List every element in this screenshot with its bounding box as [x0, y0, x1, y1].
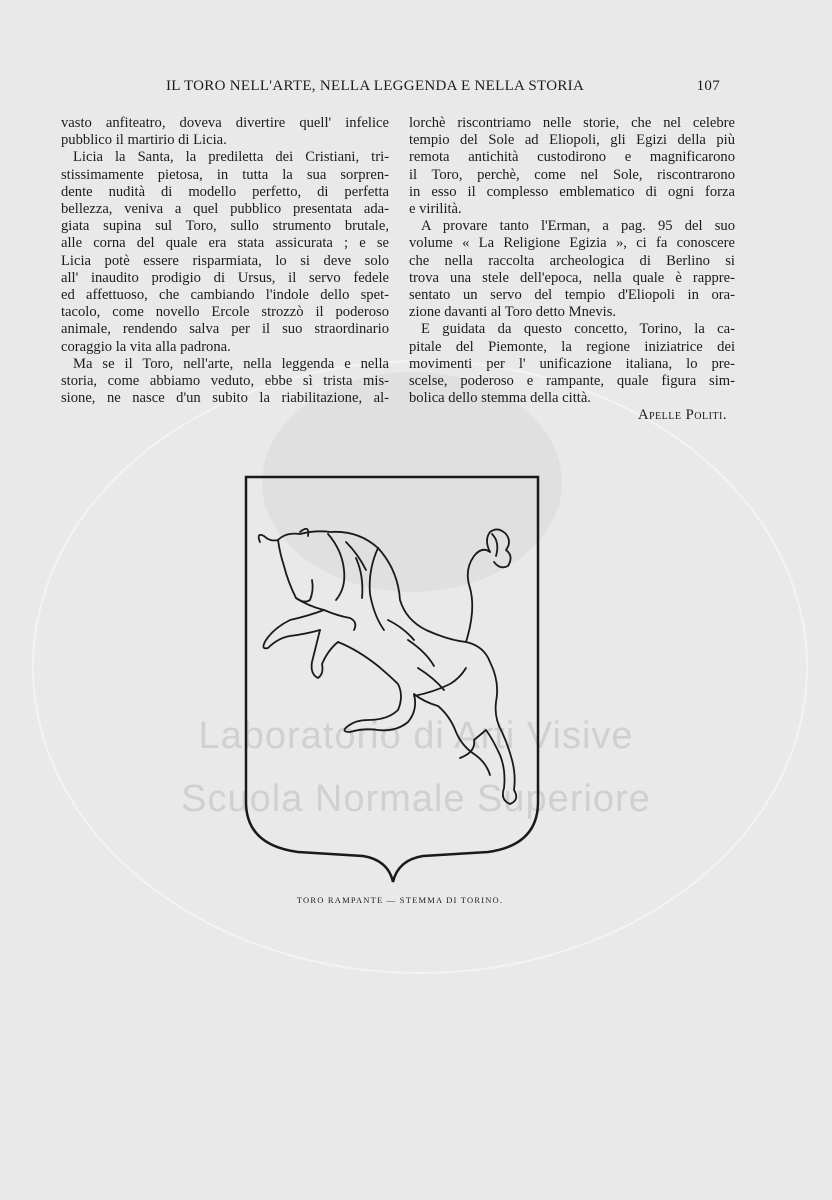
page-number: 107	[696, 78, 720, 94]
text-line: il Toro, perchè, come nel Sole, riscontrarono	[409, 166, 735, 183]
coat-of-arms-illustration	[238, 470, 548, 890]
text-line: pubblico il martirio di Licia.	[61, 132, 227, 149]
text-line: all' inaudito prodigio di Ursus, il servo fedele	[61, 269, 389, 286]
text-line: scelse, poderoso e rampante, quale figura sim-	[409, 373, 735, 390]
coat-of-arms-figure	[238, 470, 548, 890]
text-line: coraggio la vita alla padrona.	[61, 338, 231, 355]
text-column-right	[409, 115, 735, 425]
text-line: bellezza, veniva a quel pubblico presentata ada-	[61, 201, 389, 218]
text-line: Licia la Santa, la prediletta dei Cristiani, tri-	[73, 149, 389, 166]
text-line: lorchè riscontriamo nelle storie, che nel celebre	[409, 115, 735, 131]
watermark-line-2: Scuola Normale Superiore	[181, 778, 651, 820]
text-line: animale, rendendo salva per il suo straordinario	[61, 321, 389, 338]
text-line: e virilità.	[409, 201, 462, 218]
text-line: vasto anfiteatro, doveva divertire quell' infelice	[61, 115, 389, 131]
text-line: trova una stele dell'epoca, nella quale è rappre-	[409, 269, 735, 286]
text-line: movimenti per l' unificazione italiana, lo pre-	[409, 355, 735, 372]
watermark-line-1: Laboratorio di Arti Visive	[198, 715, 634, 757]
text-line: Ma se il Toro, nell'arte, nella leggenda e nella	[73, 355, 389, 372]
text-line: sentato un servo del tempio d'Eliopoli in ora-	[409, 287, 735, 304]
text-line: E guidata da questo concetto, Torino, la ca-	[421, 321, 735, 338]
text-line: pitale del Piemonte, la regione iniziatrice dei	[409, 338, 735, 355]
text-line: volume « La Religione Egizia », ci fa conoscere	[409, 235, 735, 252]
text-column-left	[61, 115, 389, 407]
text-line: che nella raccolta archeologica di Berlino si	[409, 252, 735, 269]
text-line: alle corna del quale era stata assicurata ; e se	[61, 235, 389, 252]
author-signature: Apelle Politi.	[637, 407, 727, 424]
text-line: giata supina sul Toro, sullo strumento brutale,	[61, 218, 389, 235]
text-line: tempio del Sole ad Eliopoli, gli Egizi della più	[409, 132, 735, 149]
text-line: remota antichità custodirono e magnificarono	[409, 149, 735, 166]
text-line: in esso il complesso emblematico di ogni forza	[409, 183, 735, 200]
figure-caption: TORO RAMPANTE — STEMMA DI TORINO.	[296, 895, 504, 905]
text-line: dente nudità di modello perfetto, di perfetta	[61, 183, 389, 200]
text-line: A provare tanto l'Erman, a pag. 95 del suo	[421, 218, 735, 235]
text-line: tacolo, come novello Ercole strozzò il poderoso	[61, 304, 389, 321]
text-line: stissimamente pietosa, in tutta la sua sorpren-	[61, 166, 389, 183]
running-header	[60, 78, 724, 100]
running-title: IL TORO NELL'ARTE, NELLA LEGGENDA E NELLA STORIA	[166, 78, 585, 94]
text-line: zione davanti al Toro detto Mnevis.	[409, 304, 617, 321]
rampant-bull-icon	[259, 529, 517, 804]
text-line: Licia potè essere risparmiata, lo si deve solo	[61, 252, 389, 269]
text-line: storia, come abbiamo veduto, ebbe sì trista mis-	[61, 373, 389, 390]
text-line: sione, ne nasce d'un subito la riabilitazione, al-	[61, 390, 389, 407]
text-line: ed affettuoso, che cambiando l'indole dello spet-	[61, 287, 389, 304]
text-line: bolica dello stemma della città.	[409, 390, 591, 407]
